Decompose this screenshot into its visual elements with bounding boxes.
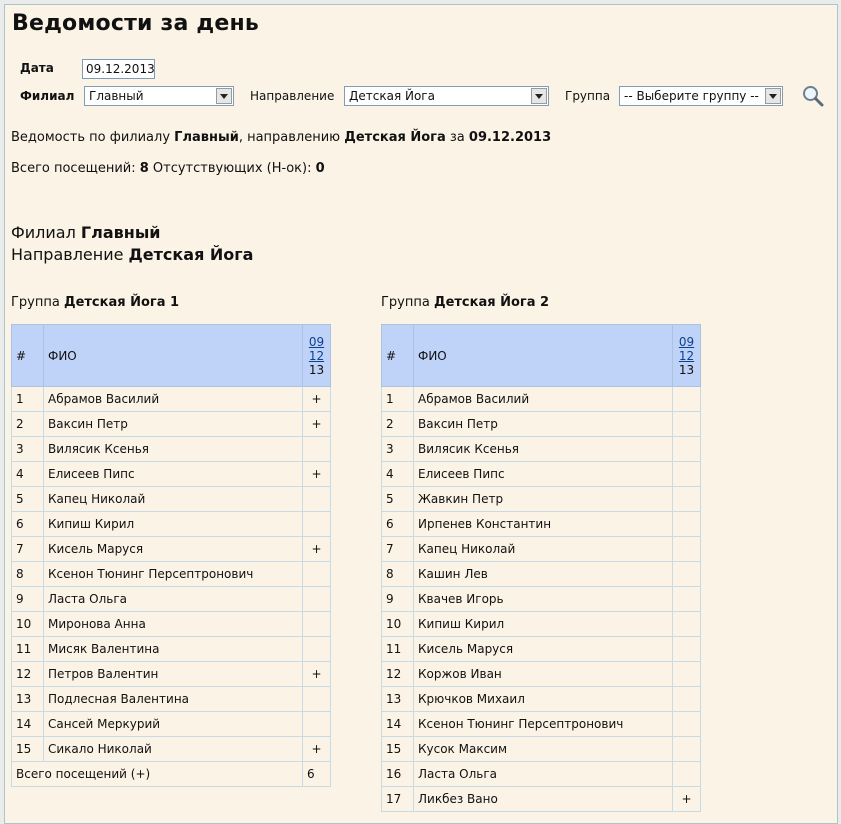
student-name: Петров Валентин — [44, 662, 303, 687]
table-row — [12, 512, 331, 537]
student-name: Кипиш Кирил — [44, 512, 303, 537]
row-number: 2 — [382, 412, 414, 437]
table-row — [382, 387, 701, 412]
student-name: Елисеев Пипс — [414, 462, 673, 487]
row-number: 4 — [12, 462, 44, 487]
table-row — [382, 762, 701, 787]
student-name: Квачев Игорь — [414, 587, 673, 612]
table-row — [382, 412, 701, 437]
attendance-mark: + — [303, 462, 331, 487]
table-row — [382, 537, 701, 562]
student-name: Сикало Николай — [44, 737, 303, 762]
table-row — [12, 612, 331, 637]
table-header-row — [382, 325, 701, 387]
attendance-mark — [303, 612, 331, 637]
column-header-date[interactable] — [673, 325, 701, 387]
attendance-mark: + — [673, 787, 701, 812]
direction-select[interactable] — [344, 86, 549, 106]
attendance-mark — [673, 687, 701, 712]
page-title: Ведомости за день — [12, 11, 260, 36]
attendance-mark — [673, 587, 701, 612]
date-year: 13 — [308, 362, 325, 377]
column-header-num: # — [12, 325, 44, 387]
row-number: 16 — [382, 762, 414, 787]
column-header-name: ФИО — [414, 325, 673, 387]
row-number: 14 — [382, 712, 414, 737]
total-row — [12, 762, 331, 787]
row-number: 13 — [12, 687, 44, 712]
table-row — [382, 512, 701, 537]
student-name: Ирпенев Константин — [414, 512, 673, 537]
attendance-mark — [303, 712, 331, 737]
attendance-mark — [303, 512, 331, 537]
date-input[interactable]: 09.12.2013 — [82, 59, 155, 79]
group-table-2 — [381, 324, 701, 812]
table-row — [382, 712, 701, 737]
chevron-down-icon[interactable] — [531, 88, 547, 104]
row-number: 1 — [12, 387, 44, 412]
group-table-1 — [11, 324, 331, 787]
student-name: Абрамов Василий — [44, 387, 303, 412]
table-row — [382, 562, 701, 587]
student-name: Ваксин Петр — [44, 412, 303, 437]
row-number: 11 — [12, 637, 44, 662]
student-name: Жавкин Петр — [414, 487, 673, 512]
group-title-2: Группа Детская Йога 2 — [381, 295, 550, 310]
date-link-month[interactable]: 12 — [308, 348, 325, 363]
date-link-month[interactable]: 12 — [678, 348, 695, 363]
student-name: Крючков Михаил — [414, 687, 673, 712]
content-frame — [4, 4, 838, 824]
table-row — [382, 637, 701, 662]
attendance-mark: + — [303, 537, 331, 562]
attendance-mark — [303, 487, 331, 512]
attendance-mark: + — [303, 412, 331, 437]
column-header-date[interactable] — [303, 325, 331, 387]
row-number: 6 — [12, 512, 44, 537]
student-name: Подлесная Валентина — [44, 687, 303, 712]
attendance-mark — [673, 487, 701, 512]
row-number: 4 — [382, 462, 414, 487]
chevron-down-icon[interactable] — [765, 88, 781, 104]
table-row — [382, 787, 701, 812]
column-header-name: ФИО — [44, 325, 303, 387]
table-row — [382, 487, 701, 512]
table-row — [12, 687, 331, 712]
student-name: Ваксин Петр — [414, 412, 673, 437]
column-header-num: # — [382, 325, 414, 387]
table-row — [12, 462, 331, 487]
student-name: Кусок Максим — [414, 737, 673, 762]
total-value: 6 — [303, 762, 331, 787]
table-row — [382, 587, 701, 612]
row-number: 15 — [382, 737, 414, 762]
student-name: Ксенон Тюнинг Персептронович — [414, 712, 673, 737]
table-row — [12, 712, 331, 737]
date-year: 13 — [678, 362, 695, 377]
attendance-mark — [673, 712, 701, 737]
student-name: Ликбез Вано — [414, 787, 673, 812]
total-label: Всего посещений (+) — [12, 762, 303, 787]
row-number: 10 — [12, 612, 44, 637]
attendance-mark — [673, 637, 701, 662]
row-number: 9 — [12, 587, 44, 612]
visits-summary: Всего посещений: 8 Отсутствующих (Н-ок): 0 — [11, 161, 325, 176]
date-label: Дата — [20, 61, 54, 75]
attendance-mark: + — [303, 737, 331, 762]
student-name: Кисель Маруся — [414, 637, 673, 662]
attendance-mark — [303, 587, 331, 612]
student-name: Миронова Анна — [44, 612, 303, 637]
date-link-day[interactable]: 09 — [678, 334, 695, 349]
row-number: 3 — [12, 437, 44, 462]
direction-label: Направление — [250, 89, 335, 103]
row-number: 12 — [382, 662, 414, 687]
attendance-mark — [673, 762, 701, 787]
table-row — [12, 437, 331, 462]
attendance-mark — [673, 662, 701, 687]
table-row — [382, 687, 701, 712]
row-number: 8 — [382, 562, 414, 587]
row-number: 12 — [12, 662, 44, 687]
row-number: 17 — [382, 787, 414, 812]
row-number: 13 — [382, 687, 414, 712]
table-row — [12, 412, 331, 437]
attendance-mark: + — [303, 662, 331, 687]
row-number: 1 — [382, 387, 414, 412]
student-name: Елисеев Пипс — [44, 462, 303, 487]
attendance-mark — [673, 412, 701, 437]
group-label: Группа — [565, 89, 611, 103]
date-link-day[interactable]: 09 — [308, 334, 325, 349]
row-number: 15 — [12, 737, 44, 762]
attendance-mark — [673, 462, 701, 487]
row-number: 10 — [382, 612, 414, 637]
student-name: Коржов Иван — [414, 662, 673, 687]
table-row — [12, 387, 331, 412]
student-name: Кисель Маруся — [44, 537, 303, 562]
group-select[interactable] — [619, 86, 783, 106]
report-summary: Ведомость по филиалу Главный, направлению Детская Йога за 09.12.2013 — [11, 130, 552, 145]
attendance-mark — [303, 637, 331, 662]
table-row — [382, 462, 701, 487]
branch-select[interactable] — [84, 86, 234, 106]
branch-select-value: Главный — [89, 89, 144, 103]
student-name: Ласта Ольга — [414, 762, 673, 787]
group-select-value: -- Выберите группу -- — [624, 89, 759, 103]
group-title-1: Группа Детская Йога 1 — [11, 295, 180, 310]
row-number: 9 — [382, 587, 414, 612]
row-number: 5 — [382, 487, 414, 512]
table-header-row — [12, 325, 331, 387]
attendance-mark — [673, 612, 701, 637]
student-name: Мисяк Валентина — [44, 637, 303, 662]
attendance-mark: + — [303, 387, 331, 412]
row-number: 11 — [382, 637, 414, 662]
student-name: Капец Николай — [44, 487, 303, 512]
row-number: 5 — [12, 487, 44, 512]
table-row — [382, 737, 701, 762]
student-name: Капец Николай — [414, 537, 673, 562]
direction-select-value: Детская Йога — [349, 89, 435, 103]
table-row — [12, 662, 331, 687]
attendance-mark — [673, 437, 701, 462]
table-row — [382, 612, 701, 637]
table-row — [12, 737, 331, 762]
table-row — [12, 487, 331, 512]
section-direction: Направление Детская Йога — [11, 245, 254, 264]
student-name: Абрамов Василий — [414, 387, 673, 412]
attendance-mark — [673, 562, 701, 587]
student-name: Сансей Меркурий — [44, 712, 303, 737]
attendance-mark — [303, 562, 331, 587]
attendance-mark — [303, 437, 331, 462]
student-name: Вилясик Ксенья — [44, 437, 303, 462]
student-name: Ксенон Тюнинг Персептронович — [44, 562, 303, 587]
chevron-down-icon[interactable] — [216, 88, 232, 104]
attendance-mark — [673, 737, 701, 762]
search-icon[interactable] — [801, 84, 825, 108]
student-name: Ласта Ольга — [44, 587, 303, 612]
table-row — [12, 587, 331, 612]
row-number: 7 — [12, 537, 44, 562]
section-branch: Филиал Главный — [11, 223, 161, 242]
attendance-mark — [673, 512, 701, 537]
attendance-mark — [303, 687, 331, 712]
row-number: 2 — [12, 412, 44, 437]
table-row — [382, 662, 701, 687]
row-number: 14 — [12, 712, 44, 737]
student-name: Кипиш Кирил — [414, 612, 673, 637]
branch-label: Филиал — [20, 89, 75, 103]
table-row — [12, 562, 331, 587]
table-row — [12, 537, 331, 562]
row-number: 6 — [382, 512, 414, 537]
attendance-mark — [673, 537, 701, 562]
table-row — [12, 637, 331, 662]
table-row — [382, 437, 701, 462]
row-number: 3 — [382, 437, 414, 462]
student-name: Вилясик Ксенья — [414, 437, 673, 462]
attendance-mark — [673, 387, 701, 412]
row-number: 8 — [12, 562, 44, 587]
row-number: 7 — [382, 537, 414, 562]
student-name: Кашин Лев — [414, 562, 673, 587]
